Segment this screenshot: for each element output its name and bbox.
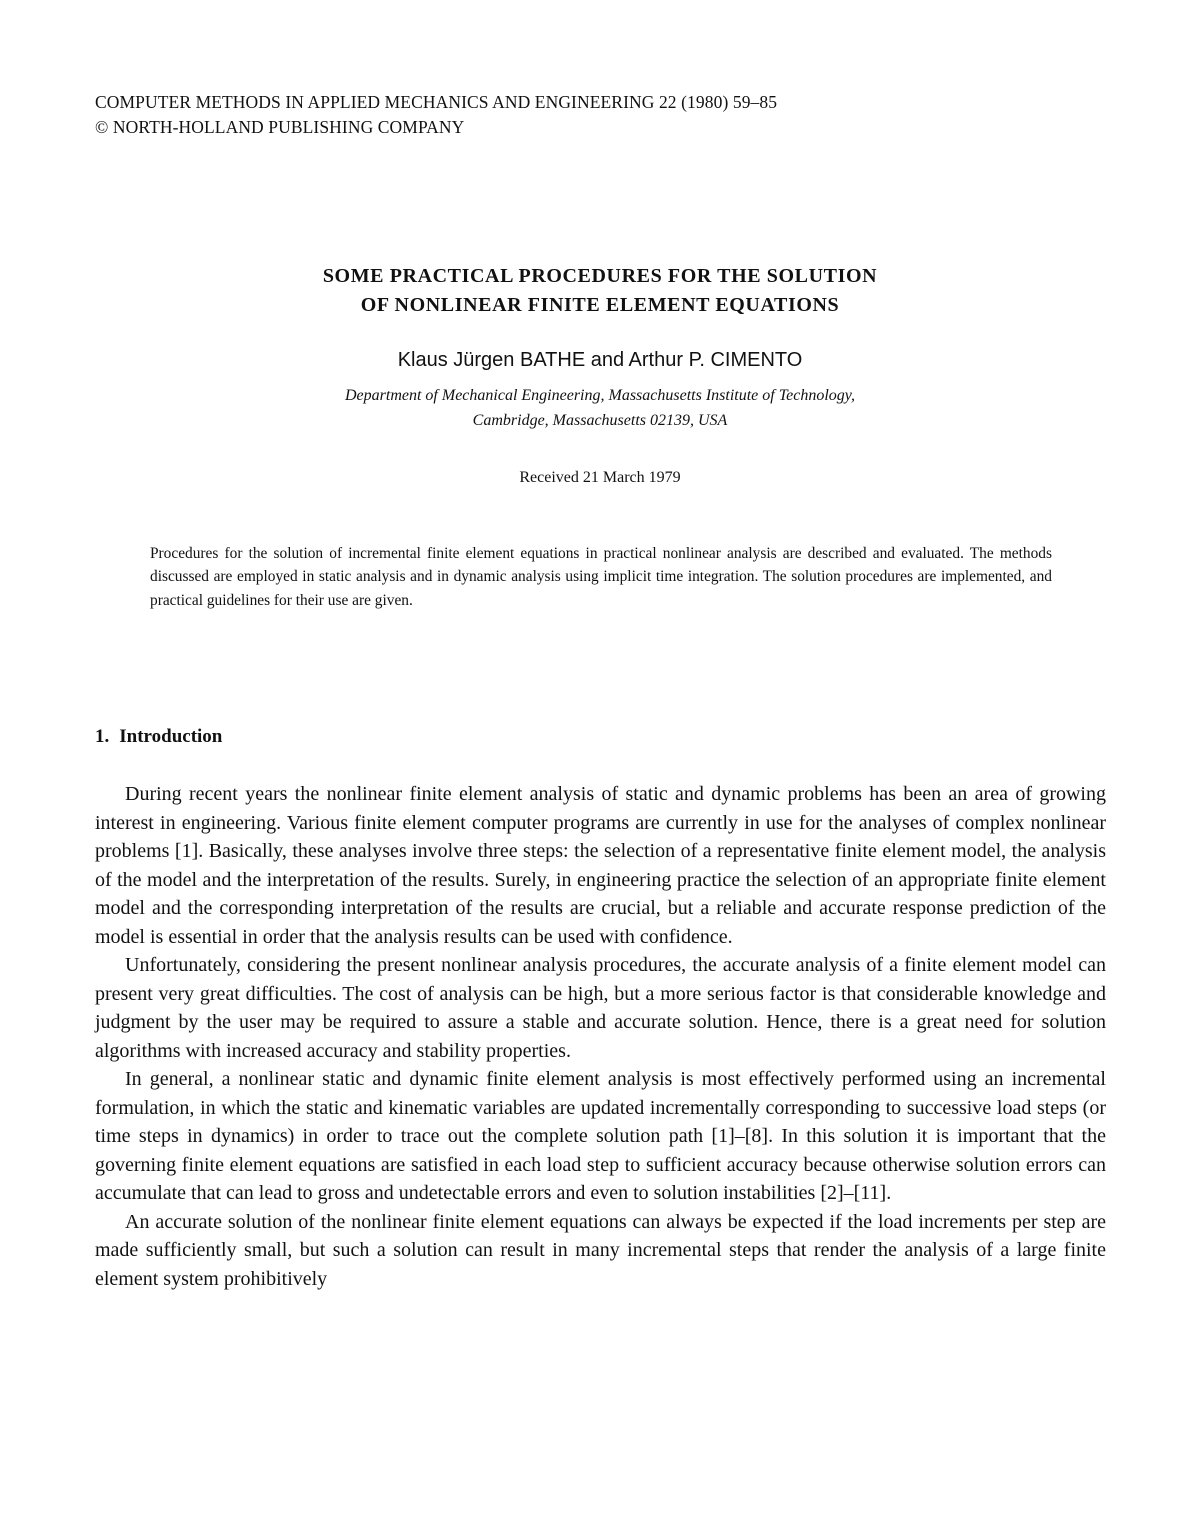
body-text <box>95 780 1106 1293</box>
affiliation-line-2: Cambridge, Massachusetts 02139, USA <box>472 412 728 429</box>
article-title <box>0 262 1200 320</box>
section-heading <box>95 724 222 750</box>
paragraph: An accurate solution of the nonlinear finite element equations can always be expected if the load increments per step are made sufficiently small, but such a solution can result in many incremental steps that render the analysis of a large finite element system prohibitively <box>95 1210 1106 1290</box>
journal-citation: COMPUTER METHODS IN APPLIED MECHANICS AND ENGINEERING 22 (1980) 59–85 <box>95 92 778 112</box>
journal-header <box>95 90 777 140</box>
abstract: Procedures for the solution of incremental finite element equations in practical nonlinear analysis are described and evaluated. The methods discussed are employed in static analysis and in dynamic analysis using implicit time integration. The solution procedures are implemented, and practical guidelines for their use are given. <box>150 545 1052 609</box>
title-line-2: OF NONLINEAR FINITE ELEMENT EQUATIONS <box>360 294 840 316</box>
section-title: Introduction <box>119 726 223 747</box>
title-line-1: SOME PRACTICAL PROCEDURES FOR THE SOLUTION <box>322 265 878 287</box>
paragraph: Unfortunately, considering the present nonlinear analysis procedures, the accurate analysis of a finite element model can present very great difficulties. The cost of analysis can be high, but a more serious factor is that considerable knowledge and judgment by the user may be required to assure a stable and accurate solution. Hence, there is a great need for solution algorithms with increased accuracy and stability properties. <box>95 954 1106 1062</box>
paragraph: In general, a nonlinear static and dynamic finite element analysis is most effectively performed using an incremental formulation, in which the static and kinematic variables are updated incrementally corresponding to successive load steps (or time steps in dynamics) in order to trace out the complete solution path [1]–[8]. In this solution it is important that the governing finite element equations are satisfied in each load step to sufficient accuracy because otherwise solution errors can accumulate that can lead to gross and undetectable errors and even to solution instabilities [2]–[11]. <box>95 1068 1106 1204</box>
author-names: Klaus Jürgen BATHE and Arthur P. CIMENTO <box>397 349 803 371</box>
affiliation-line-1: Department of Mechanical Engineering, Massachusetts Institute of Technology, <box>345 387 855 404</box>
received-date: Received 21 March 1979 <box>519 469 681 486</box>
publisher-line: © NORTH-HOLLAND PUBLISHING COMPANY <box>95 117 465 137</box>
section-number: 1. <box>95 726 110 747</box>
author-affiliation <box>0 383 1200 433</box>
paragraph: During recent years the nonlinear finite element analysis of static and dynamic problems has been an area of growing interest in engineering. Various finite element computer programs are currently in use for the analyses of complex nonlinear problems [1]. Basically, these analyses involve three steps: the selection of a representative finite element model, the analysis of the model and the interpretation of the results. Surely, in engineering practice the selection of an appropriate finite element model and the corresponding interpretation of the results are crucial, but a reliable and accurate response prediction of the model is essential in order that the analysis results can be used with confidence. <box>95 783 1106 948</box>
